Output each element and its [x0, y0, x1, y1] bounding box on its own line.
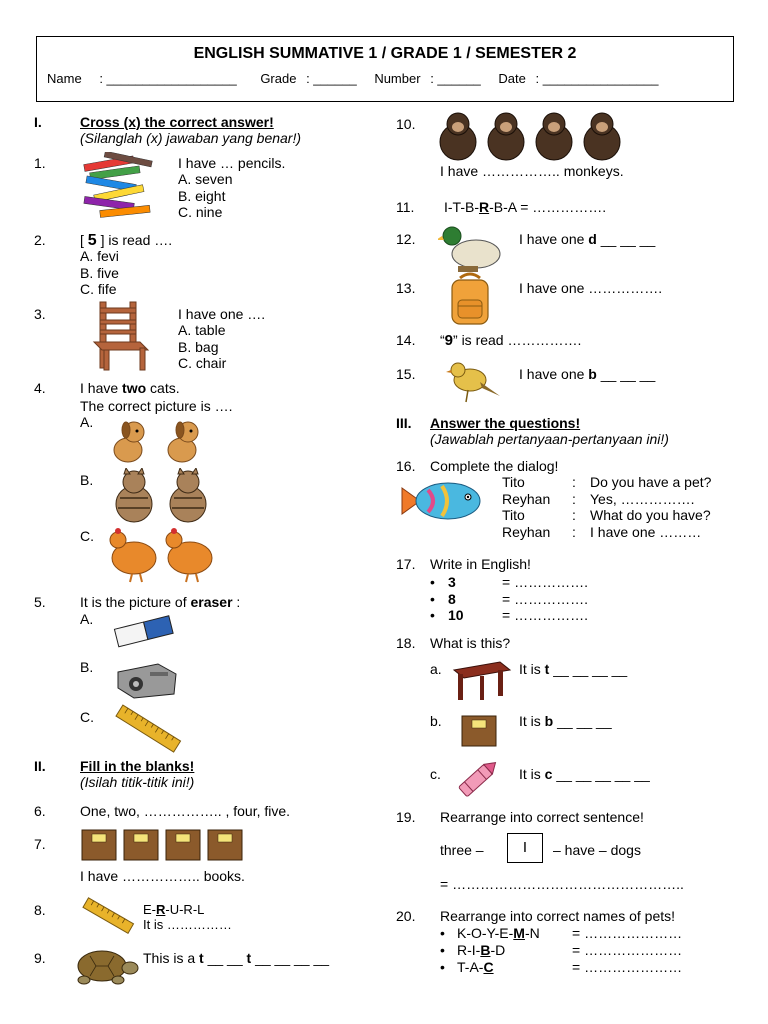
q15-question [519, 366, 655, 382]
q4-number: 4. [34, 380, 46, 396]
q5-question [80, 594, 240, 610]
q2-option-a[interactable]: A. fevi [80, 248, 119, 264]
q5-option-c[interactable]: C. [80, 709, 94, 725]
q20-pre: R-I- [457, 942, 481, 958]
section3-title: Answer the questions! [430, 415, 581, 431]
q14-post: ” is read ……………. [453, 332, 582, 348]
q20-answer[interactable]: = ………………… [572, 925, 683, 941]
q18-c-post: __ __ __ __ __ [552, 766, 650, 782]
q17-number: 17. [396, 556, 416, 572]
dialog-colon: : [572, 474, 576, 490]
q4-option-a[interactable]: A. [80, 414, 94, 430]
dialog-line: What do you have? [590, 507, 711, 523]
q18-b-bold: b [544, 713, 554, 729]
q18-c-bold: c [544, 766, 553, 782]
q10-number: 10. [396, 116, 416, 132]
q20-scramble [457, 942, 505, 958]
q14-question [440, 332, 581, 349]
q17-answer[interactable]: = ……………. [502, 591, 588, 607]
sharpener-icon [114, 658, 182, 700]
q18-letter: c. [430, 766, 441, 782]
q5-pre: It is the picture of [80, 594, 191, 610]
q8-number: 8. [34, 902, 46, 918]
date-label: Date [498, 71, 526, 86]
monkeys-icon [436, 110, 626, 162]
q20-post: -N [524, 925, 540, 941]
q4-pre: I have [80, 380, 123, 396]
q2-digit: 5 [87, 232, 97, 249]
q11-pre: I-T-B- [444, 199, 479, 215]
hens-icon [104, 524, 216, 584]
q2-post: ] is read …. [96, 232, 173, 248]
q20-question: Rearrange into correct names of pets! [440, 908, 676, 924]
q20-scramble [457, 959, 494, 975]
q19-word-box [507, 833, 543, 863]
q5-number: 5. [34, 594, 46, 610]
q19-pre: three – [440, 842, 484, 858]
q17-number-item: 10 [448, 607, 464, 623]
bullet-icon: • [430, 607, 435, 623]
q3-option-c[interactable]: C. chair [178, 355, 227, 371]
dialog-line: Do you have a pet? [590, 474, 712, 490]
fish-icon [398, 478, 486, 524]
grade-label: Grade [260, 71, 297, 86]
q12-question [519, 231, 655, 247]
q6-question: One, two, …………….. , four, five. [80, 803, 291, 819]
dialog-speaker: Tito [502, 507, 525, 523]
q19-post: – have – dogs [553, 842, 641, 858]
q11-bold: R [479, 199, 490, 215]
bullet-icon: • [440, 959, 445, 975]
q6-number: 6. [34, 803, 46, 819]
q5-option-b[interactable]: B. [80, 659, 94, 675]
dialog-line: I have one ……… [590, 524, 702, 540]
number-field[interactable]: : ______ [430, 71, 481, 86]
section1-title: Cross (x) the correct answer! [80, 114, 274, 130]
q18-a-pre: It is [519, 661, 545, 677]
q5-bold: eraser [190, 594, 233, 610]
dogs-icon [104, 418, 214, 468]
name-label: Name [47, 71, 82, 86]
q9-question [143, 950, 329, 966]
q1-option-c[interactable]: C. nine [178, 204, 223, 220]
q12-post: __ __ __ [596, 231, 656, 247]
backpack-icon [446, 272, 494, 328]
bullet-icon: • [440, 925, 445, 941]
q2-number: 2. [34, 232, 46, 248]
q19-number: 19. [396, 809, 416, 825]
q20-answer[interactable]: = ………………… [572, 942, 683, 958]
section3-subtitle: (Jawablah pertanyaan-pertanyaan ini!) [430, 431, 669, 447]
page-title: ENGLISH SUMMATIVE 1 / GRADE 1 / SEMESTER 2 [193, 45, 577, 62]
q17-number-item: 3 [448, 574, 456, 590]
section1-subtitle: (Silanglah (x) jawaban yang benar!) [80, 130, 302, 146]
q9-number: 9. [34, 950, 46, 966]
q17-number-item: 8 [448, 591, 456, 607]
q19-answer[interactable]: = ………………………………………….. [440, 876, 684, 892]
turtle-icon [66, 942, 140, 988]
q3-option-b[interactable]: B. bag [178, 339, 219, 355]
q1-option-a[interactable]: A. seven [178, 171, 233, 187]
q3-question: I have one …. [178, 306, 266, 322]
q20-bold: C [483, 959, 494, 975]
q8-letters [143, 902, 204, 917]
books-icon [78, 826, 246, 864]
ruler-icon [110, 704, 186, 754]
q3-number: 3. [34, 306, 46, 322]
section2-subtitle: (Isilah titik-titik ini!) [80, 774, 195, 790]
q14-bold: 9 [444, 332, 454, 349]
q17-answer[interactable]: = ……………. [502, 574, 588, 590]
dialog-speaker: Reyhan [502, 524, 551, 540]
q20-post: -D [490, 942, 506, 958]
q18-c-text [519, 766, 650, 782]
bullet-icon: • [430, 591, 435, 607]
q15-post: __ __ __ [596, 366, 656, 382]
q14-number: 14. [396, 332, 416, 348]
crayon-icon [452, 756, 504, 802]
q17-question: Write in English! [430, 556, 531, 572]
q18-letter: a. [430, 661, 442, 677]
q18-number: 18. [396, 635, 416, 651]
q8-bold: R [156, 902, 166, 917]
q18-question: What is this? [430, 635, 511, 651]
q16-number: 16. [396, 458, 416, 474]
book-icon [458, 712, 500, 750]
q17-answer[interactable]: = ……………. [502, 607, 588, 623]
q18-a-post: __ __ __ __ [549, 661, 628, 677]
q20-pre: T-A- [457, 959, 484, 975]
q20-bold: M [513, 925, 525, 941]
q18-b-text [519, 713, 612, 729]
q8-line2: It is …………… [143, 917, 232, 932]
q19-question: Rearrange into correct sentence! [440, 809, 644, 825]
dialog-speaker: Tito [502, 474, 525, 490]
eraser-icon [112, 612, 178, 652]
dialog-speaker: Reyhan [502, 491, 551, 507]
section2-number: II. [34, 758, 46, 774]
q15-number: 15. [396, 366, 416, 382]
q2-option-b[interactable]: B. five [80, 265, 119, 281]
q11-number: 11. [396, 199, 415, 215]
q16-question: Complete the dialog! [430, 458, 559, 474]
ruler-small-icon [80, 896, 136, 936]
q18-a-bold: t [544, 661, 550, 677]
dialog-colon: : [572, 524, 576, 540]
q12-number: 12. [396, 231, 416, 247]
q8-pre: E- [143, 902, 156, 917]
q1-question: I have … pencils. [178, 155, 286, 171]
section2-title: Fill in the blanks! [80, 758, 195, 774]
q8-post: -U-R-L [165, 902, 205, 917]
q13-question: I have one ……………. [519, 280, 663, 296]
q2-pre: [ [80, 232, 88, 248]
chair-icon [90, 300, 152, 372]
q20-bold: B [480, 942, 491, 958]
q7-number: 7. [34, 836, 46, 852]
q3-option-a[interactable]: A. table [178, 322, 226, 338]
student-fields [47, 71, 658, 86]
dialog-colon: : [572, 491, 576, 507]
dialog-colon: : [572, 507, 576, 523]
q4-question [80, 380, 180, 396]
q20-number: 20. [396, 908, 416, 924]
table-icon [450, 658, 512, 704]
q5-post: : [232, 594, 241, 610]
q1-number: 1. [34, 155, 46, 171]
q4-bold: two [122, 380, 147, 396]
header-box [36, 36, 734, 102]
section3-number: III. [396, 415, 412, 431]
q15-pre: I have one [519, 366, 589, 382]
q12-bold: d [588, 231, 597, 247]
bird-icon [446, 356, 502, 406]
pencils-icon [80, 152, 160, 222]
q13-number: 13. [396, 280, 416, 296]
q18-b-pre: It is [519, 713, 545, 729]
q15-bold: b [588, 366, 597, 382]
number-label: Number [374, 71, 421, 86]
section1-number: I. [34, 114, 42, 130]
q5-option-a[interactable]: A. [80, 611, 94, 627]
q20-scramble [457, 925, 540, 941]
q19-box-word: I [507, 833, 543, 863]
q18-c-pre: It is [519, 766, 545, 782]
q10-question: I have …………….. monkeys. [440, 163, 624, 179]
q9-t2: t [246, 950, 252, 966]
bullet-icon: • [430, 574, 435, 590]
q4-line2: The correct picture is …. [80, 398, 233, 414]
q18-b-post: __ __ __ [553, 713, 612, 729]
grade-field[interactable]: : ______ [306, 71, 357, 86]
cats-icon [108, 468, 218, 524]
duck-icon [438, 222, 504, 274]
bullet-icon: • [440, 942, 445, 958]
q12-pre: I have one [519, 231, 589, 247]
name-field[interactable]: : __________________ [99, 71, 237, 86]
q11-post: -B-A = ……………. [489, 199, 607, 215]
q9-pre: This is a [143, 950, 200, 966]
q4-post: cats. [146, 380, 180, 396]
q4-option-c[interactable]: C. [80, 528, 94, 544]
q11-question [444, 199, 606, 215]
q20-pre: K-O-Y-E- [457, 925, 514, 941]
date-field[interactable]: : ________________ [535, 71, 659, 86]
q7-question: I have …………….. books. [80, 868, 245, 884]
q9-post: __ __ __ __ [251, 950, 330, 966]
q20-answer[interactable]: = ………………… [572, 959, 683, 975]
q14-pre: “ [440, 332, 445, 348]
q2-option-c[interactable]: C. fife [80, 281, 117, 297]
dialog-line: Yes, ……………. [590, 491, 695, 507]
q9-mid: __ __ [203, 950, 247, 966]
q9-t1: t [199, 950, 204, 966]
q18-a-text [519, 661, 627, 677]
q18-letter: b. [430, 713, 442, 729]
q1-option-b[interactable]: B. eight [178, 188, 226, 204]
q4-option-b[interactable]: B. [80, 472, 94, 488]
